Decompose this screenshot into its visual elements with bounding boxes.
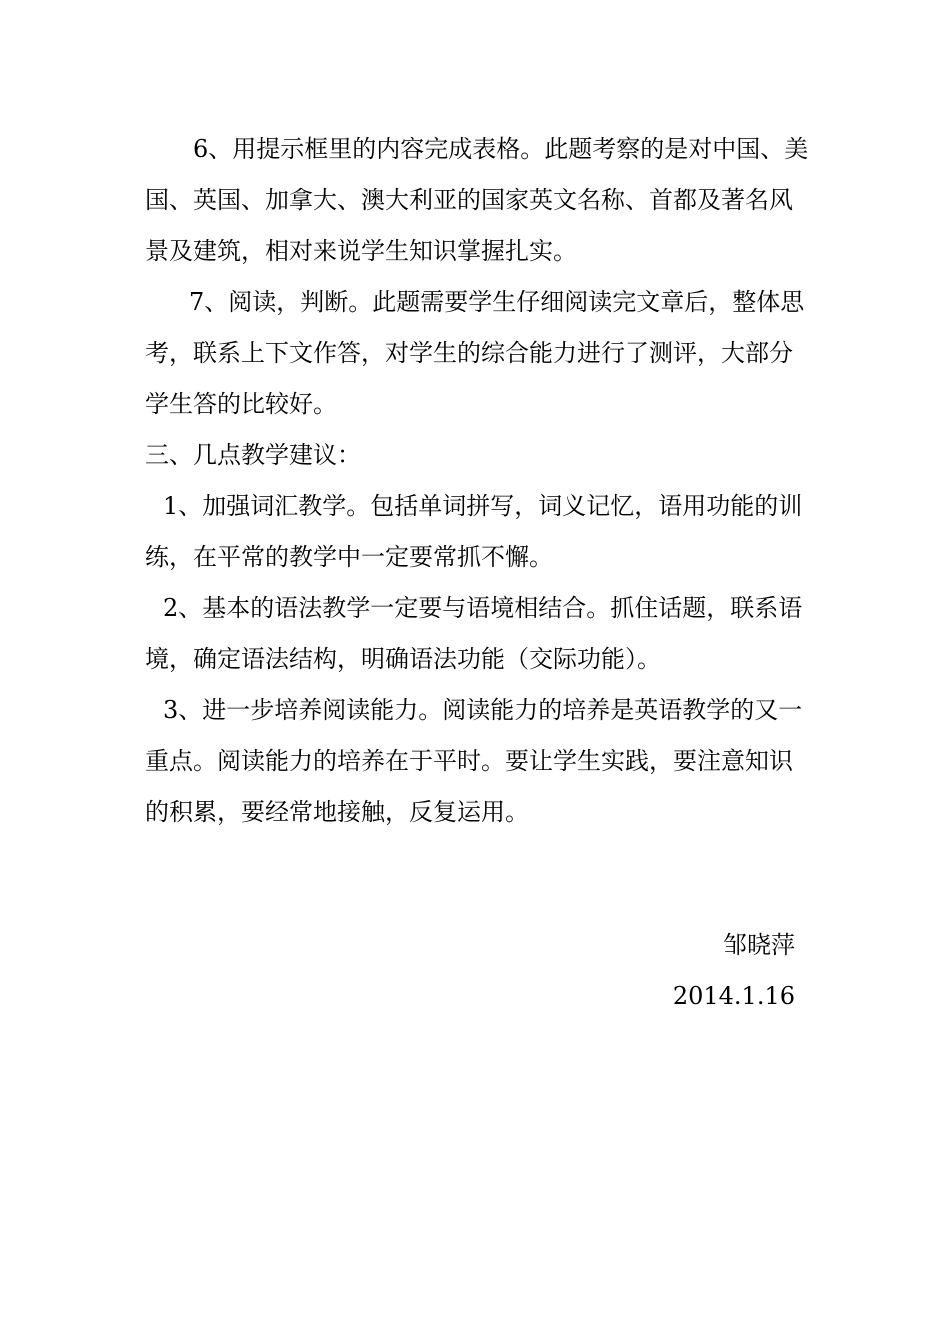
paragraph-suggestion-2: 2、基本的语法教学一定要与语境相结合。抓住话题，联系语境，确定语法结构，明确语法功能（交际功能）。 [145,594,803,673]
paragraph-item-6: 6、用提示框里的内容完成表格。此题考察的是对中国、美国、英国、加拿大、澳大利亚的国家英文名称、首都及著名风景及建筑，相对来说学生知识掌握扎实。 [145,135,809,265]
author-name: 邹晓萍 [723,931,795,959]
section-heading: 三、几点教学建议： [145,441,361,469]
signature-block [673,920,795,1022]
paragraph-suggestion-3: 3、进一步培养阅读能力。阅读能力的培养是英语教学的又一重点。阅读能力的培养在于平时。要让学生实践，要注意知识的积累，要经常地接触，反复运用。 [145,696,803,826]
document-body [145,124,810,838]
signature-date: 2014.1.16 [672,982,795,1010]
paragraph-suggestion-1: 1、加强词汇教学。包括单词拼写，词义记忆，语用功能的训练，在平常的教学中一定要常抓不懈。 [145,492,803,571]
paragraph-item-7: 7、阅读，判断。此题需要学生仔细阅读完文章后，整体思考，联系上下文作答，对学生的综合能力进行了测评，大部分学生答的比较好。 [145,288,805,418]
